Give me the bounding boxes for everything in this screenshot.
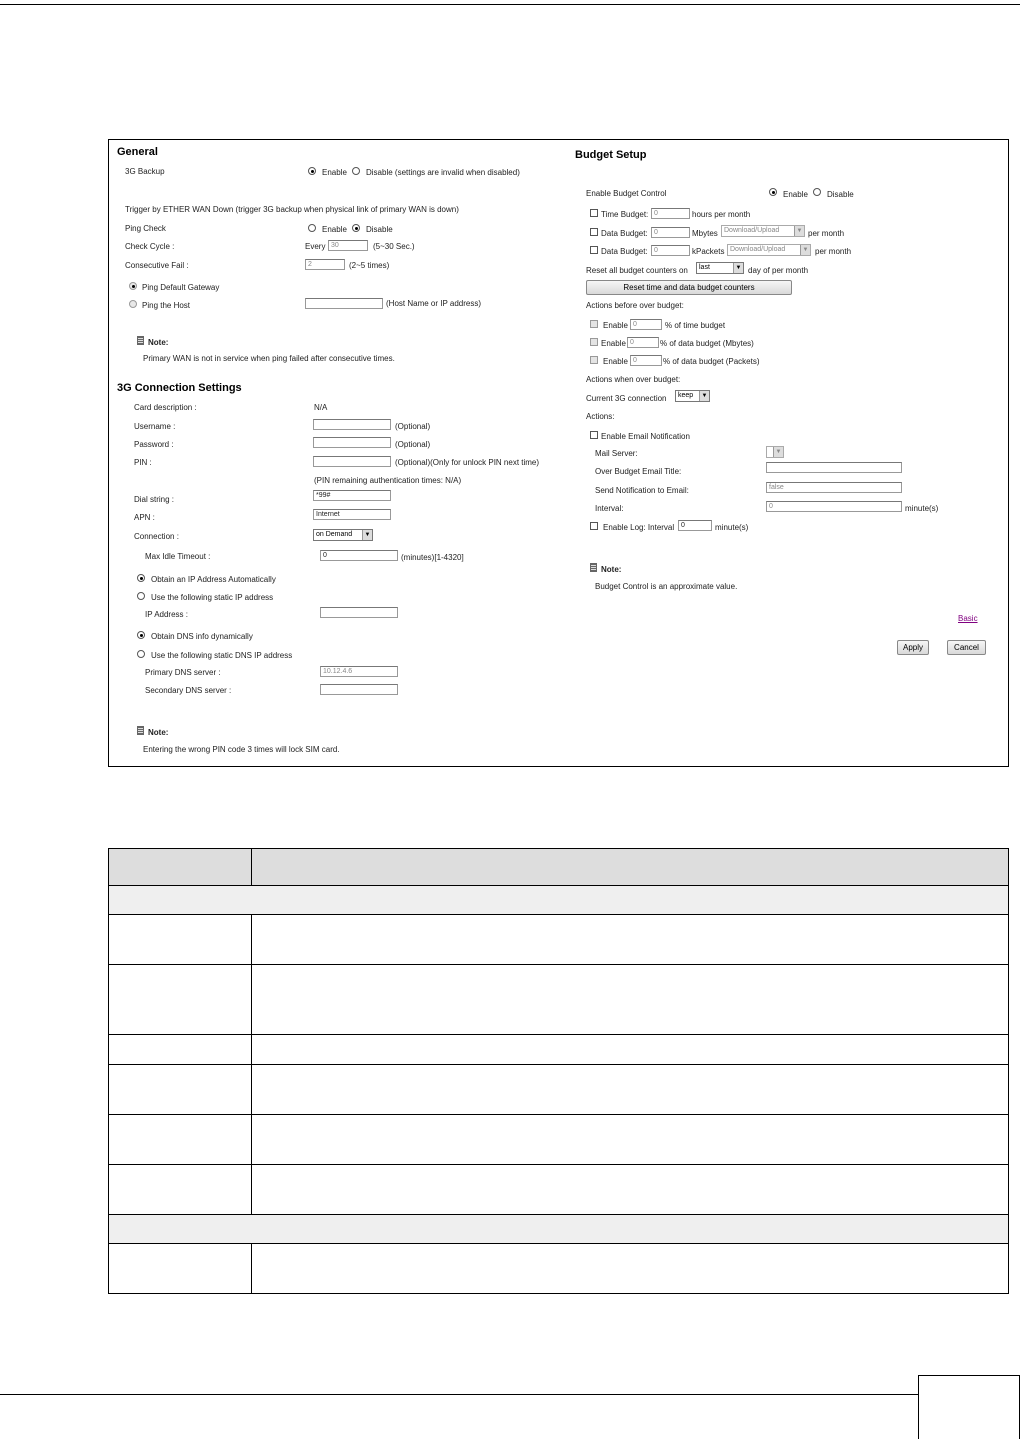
table-cell bbox=[252, 1165, 1009, 1215]
pct-packets-checkbox[interactable] bbox=[590, 356, 598, 364]
table-cell bbox=[109, 886, 1009, 915]
ip-address-label: IP Address : bbox=[145, 610, 188, 619]
apply-button[interactable]: Apply bbox=[897, 640, 929, 655]
username-input[interactable] bbox=[313, 419, 391, 430]
table-cell bbox=[109, 1165, 252, 1215]
max-idle-hint: (minutes)[1-4320] bbox=[401, 553, 464, 562]
mbytes-per-month: per month bbox=[808, 229, 845, 238]
3g-backup-enable-radio[interactable] bbox=[308, 167, 316, 175]
static-dns-label: Use the following static DNS IP address bbox=[151, 651, 293, 660]
pin-remaining: (PIN remaining authentication times: N/A) bbox=[314, 476, 462, 485]
actions-before-label: Actions before over budget: bbox=[586, 301, 684, 310]
pct-mbytes-checkbox[interactable] bbox=[590, 338, 598, 346]
obtain-dns-radio[interactable] bbox=[137, 631, 145, 639]
table-cell bbox=[252, 1035, 1009, 1065]
data-budget-mbytes-input[interactable]: 0 bbox=[651, 227, 690, 238]
ping-check-label: Ping Check bbox=[125, 224, 166, 233]
data-budget-packets-checkbox[interactable] bbox=[590, 246, 598, 254]
every-label: Every bbox=[305, 242, 326, 251]
reset-counters-button[interactable]: Reset time and data budget counters bbox=[586, 280, 792, 295]
apn-label: APN : bbox=[134, 513, 155, 522]
consecutive-fail-label: Consecutive Fail : bbox=[125, 261, 189, 270]
max-idle-label: Max Idle Timeout : bbox=[145, 552, 211, 561]
current-conn-select[interactable] bbox=[675, 390, 710, 402]
pct-time-label: % of time budget bbox=[665, 321, 726, 330]
interval-unit: minute(s) bbox=[905, 504, 939, 513]
reset-counters-label: Reset all budget counters on bbox=[586, 266, 688, 275]
data-budget-packets-input[interactable]: 0 bbox=[651, 245, 690, 256]
page-header-rule bbox=[0, 4, 1020, 5]
username-label: Username : bbox=[134, 422, 176, 431]
check-cycle-hint: (5~30 Sec.) bbox=[373, 242, 415, 251]
3g-backup-enable-label: Enable bbox=[322, 168, 347, 177]
static-dns-radio[interactable] bbox=[137, 650, 145, 658]
password-optional: (Optional) bbox=[395, 440, 431, 449]
ping-host-hint: (Host Name or IP address) bbox=[386, 299, 481, 308]
card-desc-label: Card description : bbox=[134, 403, 197, 412]
ping-host-input[interactable] bbox=[305, 298, 383, 309]
pct-time-input[interactable]: 0 bbox=[630, 319, 662, 330]
chevron-down-icon: ▼ bbox=[362, 530, 372, 540]
obtain-ip-radio[interactable] bbox=[137, 574, 145, 582]
packets-direction-value: Download/Upload bbox=[730, 246, 786, 253]
current-conn-label: Current 3G connection bbox=[586, 394, 667, 403]
secondary-dns-label: Secondary DNS server : bbox=[145, 686, 232, 695]
pct-mbytes-input[interactable]: 0 bbox=[627, 337, 659, 348]
table-cell bbox=[109, 1065, 252, 1115]
time-budget-label: Time Budget: bbox=[601, 210, 649, 219]
mail-server-label: Mail Server: bbox=[595, 449, 638, 458]
conn-note-text: Entering the wrong PIN code 3 times will lock SIM card. bbox=[143, 745, 340, 754]
email-notification-checkbox[interactable] bbox=[590, 431, 598, 439]
consecutive-fail-hint: (2~5 times) bbox=[349, 261, 390, 270]
table-cell bbox=[109, 1244, 252, 1294]
general-note-title: Note: bbox=[148, 338, 169, 347]
cancel-button[interactable]: Cancel bbox=[947, 640, 986, 655]
password-input[interactable] bbox=[313, 437, 391, 448]
ping-gateway-radio[interactable] bbox=[129, 282, 137, 290]
max-idle-input[interactable]: 0 bbox=[320, 550, 398, 561]
table-cell bbox=[252, 1244, 1009, 1294]
table-section-row bbox=[109, 1215, 1009, 1244]
trigger-text: Trigger by ETHER WAN Down (trigger 3G backup when physical link of primary WAN is down) bbox=[125, 205, 459, 214]
password-label: Password : bbox=[134, 440, 174, 449]
send-to-input[interactable]: false bbox=[766, 482, 902, 493]
ping-check-enable-label: Enable bbox=[322, 225, 347, 234]
chevron-down-icon: ▼ bbox=[794, 226, 804, 236]
pin-label: PIN : bbox=[134, 458, 152, 467]
table-cell bbox=[109, 1035, 252, 1065]
table-cell bbox=[252, 1065, 1009, 1115]
budget-disable-radio[interactable] bbox=[813, 188, 821, 196]
ping-check-disable-label: Disable bbox=[366, 225, 393, 234]
apn-input[interactable]: Internet bbox=[313, 509, 391, 520]
secondary-dns-input[interactable] bbox=[320, 684, 398, 695]
log-interval-input[interactable]: 0 bbox=[678, 520, 712, 531]
table-row bbox=[109, 1115, 1009, 1165]
table-cell bbox=[109, 849, 252, 886]
enable-log-checkbox[interactable] bbox=[590, 522, 598, 530]
table-row bbox=[109, 965, 1009, 1035]
reset-day-value: last bbox=[699, 264, 710, 271]
email-title-input[interactable] bbox=[766, 462, 902, 473]
ping-host-label: Ping the Host bbox=[142, 301, 191, 310]
static-ip-radio[interactable] bbox=[137, 592, 145, 600]
pct-packets-input[interactable]: 0 bbox=[630, 355, 662, 366]
table-cell bbox=[252, 965, 1009, 1035]
budget-heading: Budget Setup bbox=[575, 149, 647, 161]
day-of-month-label: day of per month bbox=[748, 266, 809, 275]
email-title-label: Over Budget Email Title: bbox=[595, 467, 682, 476]
send-to-label: Send Notification to Email: bbox=[595, 486, 689, 495]
field-description-table bbox=[108, 848, 1009, 1294]
time-budget-checkbox[interactable] bbox=[590, 209, 598, 217]
note-icon bbox=[590, 563, 597, 572]
pct-time-enable: Enable bbox=[603, 321, 628, 330]
pin-hint: (Optional)(Only for unlock PIN next time) bbox=[395, 458, 540, 467]
pct-packets-enable: Enable bbox=[603, 357, 628, 366]
email-notification-label: Enable Email Notification bbox=[601, 432, 690, 441]
general-heading: General bbox=[117, 146, 158, 158]
table-row bbox=[109, 915, 1009, 965]
packets-per-month: per month bbox=[815, 247, 852, 256]
ping-check-disable-radio[interactable] bbox=[352, 224, 360, 232]
table-row bbox=[109, 1035, 1009, 1065]
conn-heading: 3G Connection Settings bbox=[117, 382, 242, 394]
ping-gateway-label: Ping Default Gateway bbox=[142, 283, 220, 292]
interval-input[interactable]: 0 bbox=[766, 501, 902, 512]
card-desc-value: N/A bbox=[314, 403, 328, 412]
mbytes-label: Mbytes bbox=[692, 229, 718, 238]
3g-backup-label: 3G Backup bbox=[125, 167, 165, 176]
actions-label: Actions: bbox=[586, 412, 615, 421]
primary-dns-input[interactable]: 10.12.4.6 bbox=[320, 666, 398, 677]
table-row bbox=[109, 1244, 1009, 1294]
conn-note-title: Note: bbox=[148, 728, 169, 737]
3g-backup-disable-radio[interactable] bbox=[352, 167, 360, 175]
3g-backup-disable-label: Disable (settings are invalid when disabled) bbox=[366, 168, 520, 177]
chevron-down-icon: ▼ bbox=[699, 391, 709, 401]
connection-label: Connection : bbox=[134, 532, 179, 541]
packets-direction-select[interactable] bbox=[727, 244, 811, 256]
mbytes-direction-value: Download/Upload bbox=[724, 227, 780, 234]
connection-select[interactable] bbox=[313, 529, 373, 541]
budget-enable-label: Enable bbox=[783, 190, 808, 199]
data-budget-mbytes-checkbox[interactable] bbox=[590, 228, 598, 236]
check-cycle-label: Check Cycle : bbox=[125, 242, 175, 251]
pin-input[interactable] bbox=[313, 456, 391, 467]
primary-dns-label: Primary DNS server : bbox=[145, 668, 221, 677]
enable-log-label: Enable Log: Interval bbox=[603, 523, 675, 532]
chevron-down-icon: ▼ bbox=[773, 447, 783, 457]
actions-when-label: Actions when over budget: bbox=[586, 375, 681, 384]
dial-label: Dial string : bbox=[134, 495, 175, 504]
budget-note-title: Note: bbox=[601, 565, 622, 574]
obtain-dns-label: Obtain DNS info dynamically bbox=[151, 632, 253, 641]
pct-mbytes-enable: Enable bbox=[601, 339, 626, 348]
page-footer-rule bbox=[0, 1394, 918, 1395]
table-section-row bbox=[109, 886, 1009, 915]
reset-day-select[interactable] bbox=[696, 262, 744, 274]
enable-budget-label: Enable Budget Control bbox=[586, 189, 667, 198]
log-interval-unit: minute(s) bbox=[715, 523, 749, 532]
table-row bbox=[109, 1065, 1009, 1115]
obtain-ip-label: Obtain an IP Address Automatically bbox=[151, 575, 276, 584]
ping-host-radio[interactable] bbox=[129, 300, 137, 308]
ip-address-input[interactable] bbox=[320, 607, 398, 618]
time-budget-input[interactable]: 0 bbox=[651, 208, 690, 219]
note-icon bbox=[137, 726, 144, 735]
pct-packets-label: % of data budget (Packets) bbox=[663, 357, 760, 366]
table-cell bbox=[109, 915, 252, 965]
note-icon bbox=[137, 336, 144, 345]
dial-input[interactable]: *99# bbox=[313, 490, 391, 501]
general-note-text: Primary WAN is not in service when ping failed after consecutive times. bbox=[143, 354, 395, 363]
pct-mbytes-label: % of data budget (Mbytes) bbox=[660, 339, 754, 348]
budget-note-text: Budget Control is an approximate value. bbox=[595, 582, 738, 591]
data-budget-label-2: Data Budget: bbox=[601, 247, 648, 256]
table-cell bbox=[109, 1215, 1009, 1244]
mail-server-select[interactable] bbox=[766, 446, 784, 458]
check-cycle-input[interactable]: 30 bbox=[328, 240, 368, 251]
ping-check-enable-radio[interactable] bbox=[308, 224, 316, 232]
table-row bbox=[109, 1165, 1009, 1215]
wan-3g-backup-screenshot bbox=[108, 139, 1009, 767]
budget-disable-label: Disable bbox=[827, 190, 854, 199]
chevron-down-icon: ▼ bbox=[733, 263, 743, 273]
table-cell bbox=[252, 849, 1009, 886]
table-header-row bbox=[109, 849, 1009, 886]
chevron-down-icon: ▼ bbox=[800, 245, 810, 255]
budget-enable-radio[interactable] bbox=[769, 188, 777, 196]
static-ip-label: Use the following static IP address bbox=[151, 593, 274, 602]
current-conn-value: keep bbox=[678, 392, 694, 399]
connection-select-value: on Demand bbox=[316, 531, 353, 538]
table-cell bbox=[252, 915, 1009, 965]
consecutive-fail-input[interactable]: 2 bbox=[305, 259, 345, 270]
table-cell bbox=[252, 1115, 1009, 1165]
basic-link[interactable]: Basic bbox=[958, 614, 978, 623]
page-number-box bbox=[918, 1375, 1020, 1439]
hours-per-month-label: hours per month bbox=[692, 210, 751, 219]
interval-label: Interval: bbox=[595, 504, 624, 513]
pct-time-checkbox[interactable] bbox=[590, 320, 598, 328]
data-budget-label: Data Budget: bbox=[601, 229, 648, 238]
username-optional: (Optional) bbox=[395, 422, 431, 431]
table-cell bbox=[109, 965, 252, 1035]
table-cell bbox=[109, 1115, 252, 1165]
kpackets-label: kPackets bbox=[692, 247, 725, 256]
mbytes-direction-select[interactable] bbox=[721, 225, 805, 237]
